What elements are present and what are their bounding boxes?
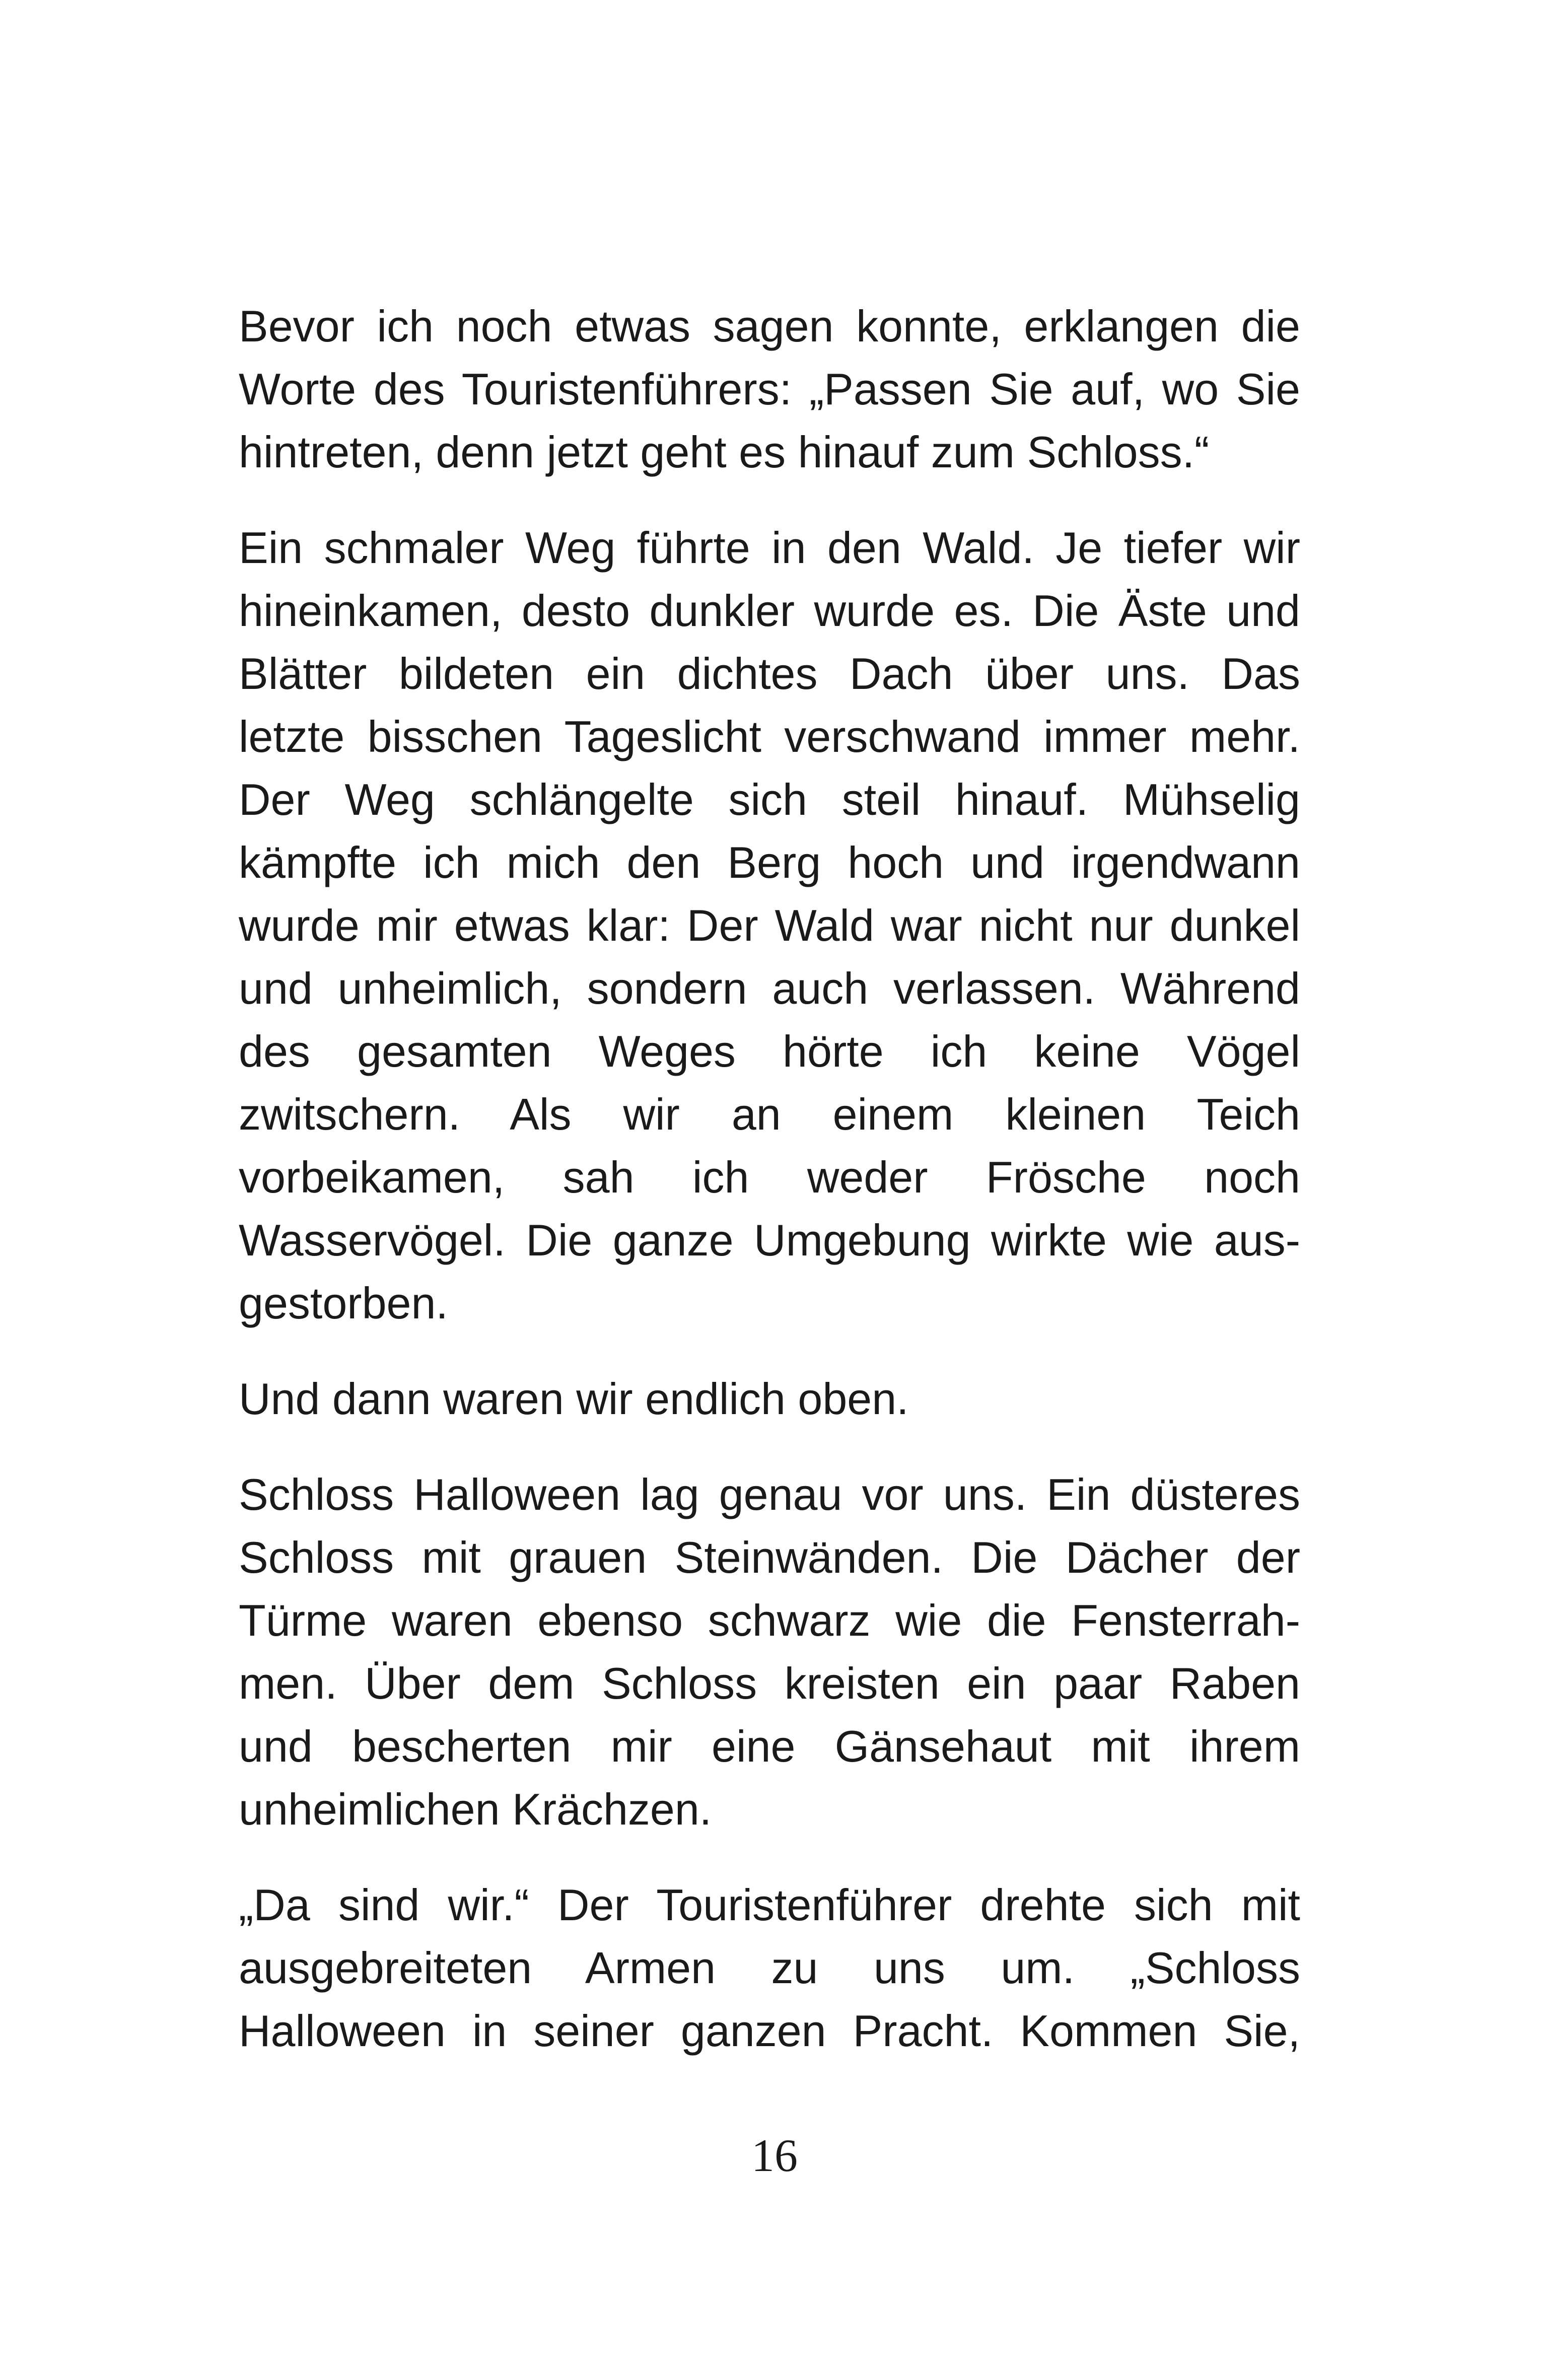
text-line: ausgebreiteten Armen zu uns um. „Schloss xyxy=(239,1943,1300,1993)
text-line: Türme waren ebenso schwarz wie die Fensterrah- xyxy=(239,1595,1300,1645)
text-line: Schloss mit grauen Steinwänden. Die Dächer der xyxy=(239,1532,1300,1582)
text-line: hintreten, denn jetzt geht es hinauf zum Schloss.“ xyxy=(239,427,1210,477)
text-line: des gesamten Weges hörte ich keine Vögel xyxy=(239,1026,1300,1076)
text-line: wurde mir etwas klar: Der Wald war nicht nur dunkel xyxy=(239,900,1300,950)
text-line: und unheimlich, sondern auch verlassen. Während xyxy=(239,963,1300,1013)
text-line: men. Über dem Schloss kreisten ein paar Raben xyxy=(239,1658,1300,1708)
text-line: letzte bisschen Tageslicht verschwand immer mehr. xyxy=(239,712,1300,761)
paragraph xyxy=(239,516,1300,1335)
body-text xyxy=(239,295,1300,2095)
text-line: Halloween in seiner ganzen Pracht. Kommen Sie, xyxy=(239,2006,1300,2056)
text-line: und bescherten mir eine Gänsehaut mit ihrem xyxy=(239,1721,1300,1771)
text-line: Blätter bildeten ein dichtes Dach über uns. Das xyxy=(239,649,1300,698)
paragraph xyxy=(239,1463,1300,1841)
text-line: Schloss Halloween lag genau vor uns. Ein düsteres xyxy=(239,1469,1300,1519)
text-line: Wasservögel. Die ganze Umgebung wirkte wie aus- xyxy=(239,1215,1300,1265)
text-line: gestorben. xyxy=(239,1278,448,1328)
text-line: Bevor ich noch etwas sagen konnte, erklangen die xyxy=(239,301,1300,351)
text-line: Und dann waren wir endlich oben. xyxy=(239,1374,909,1424)
text-line: kämpfte ich mich den Berg hoch und irgendwann xyxy=(239,837,1300,887)
text-line: zwitschern. Als wir an einem kleinen Teich xyxy=(239,1089,1300,1139)
text-line: hineinkamen, desto dunkler wurde es. Die Äste und xyxy=(239,586,1300,636)
text-line: Worte des Touristenführers: „Passen Sie auf, wo Sie xyxy=(239,364,1300,414)
paragraph xyxy=(239,295,1300,483)
text-line: Der Weg schlängelte sich steil hinauf. Mühselig xyxy=(239,775,1300,824)
text-line: Ein schmaler Weg führte in den Wald. Je tiefer wir xyxy=(239,523,1300,573)
text-line: unheimlichen Krächzen. xyxy=(239,1784,712,1834)
text-line: „Da sind wir.“ Der Touristenführer drehte sich mit xyxy=(239,1880,1300,1930)
page-number: 16 xyxy=(751,2130,798,2181)
text-line: vorbeikamen, sah ich weder Frösche noch xyxy=(239,1152,1300,1202)
paragraph xyxy=(239,1873,1300,2062)
paragraph xyxy=(239,1367,1300,1430)
